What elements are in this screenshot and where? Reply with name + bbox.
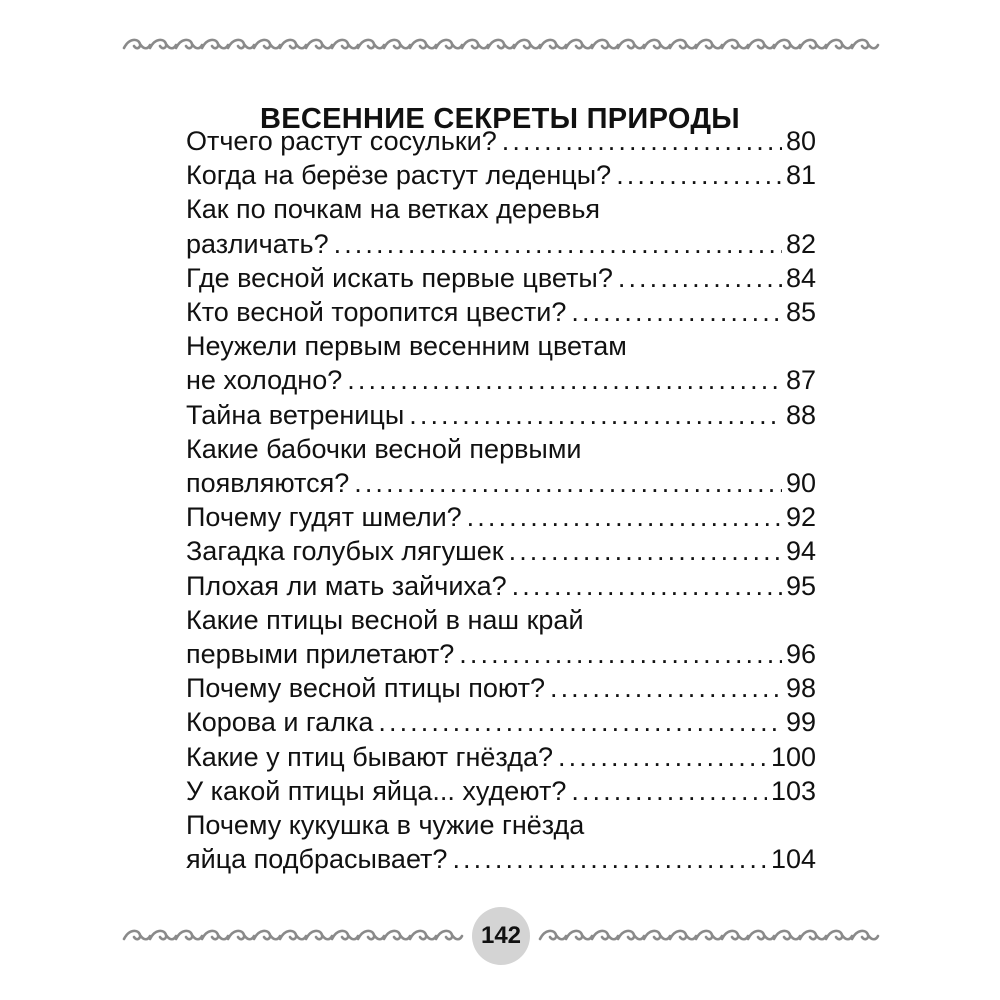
wave-curl bbox=[410, 931, 436, 939]
wave-curl bbox=[228, 931, 254, 939]
toc-page-number: 84 bbox=[785, 262, 816, 293]
dot-leader bbox=[452, 842, 766, 876]
dot-leader bbox=[509, 534, 782, 568]
dot-leader bbox=[334, 227, 782, 261]
toc-entry-line bbox=[186, 363, 816, 397]
dot-leader bbox=[354, 466, 782, 500]
wave-curl bbox=[826, 40, 852, 48]
page-number: 142 bbox=[480, 922, 522, 949]
toc-entry[interactable] bbox=[186, 740, 816, 774]
toc-entry[interactable] bbox=[186, 774, 816, 808]
toc-entry-title-line: Неужели первым весенним цветам bbox=[186, 331, 627, 362]
wave-curl bbox=[436, 931, 462, 939]
toc-page-number: 94 bbox=[785, 536, 816, 567]
toc-entry-title: Где весной искать первые цветы? bbox=[186, 262, 613, 293]
dot-leader bbox=[550, 671, 782, 705]
toc-entry-line bbox=[186, 158, 816, 192]
toc-entry[interactable] bbox=[186, 534, 816, 568]
table-of-contents bbox=[186, 124, 816, 876]
toc-entry-title: Какие у птиц бывают гнёзда? bbox=[186, 741, 553, 772]
toc-entry-line bbox=[186, 671, 816, 705]
toc-entry-line bbox=[186, 569, 816, 603]
toc-entry-title: появляются? bbox=[186, 468, 350, 499]
wave-curl bbox=[358, 40, 384, 48]
wave-curl bbox=[124, 40, 150, 48]
dot-leader bbox=[467, 500, 782, 534]
dot-leader bbox=[618, 261, 782, 295]
toc-entry-title: Кто весной торопится цвести? bbox=[186, 297, 567, 328]
toc-entry-line bbox=[186, 774, 816, 808]
wave-curl bbox=[696, 40, 722, 48]
wave-curl bbox=[332, 40, 358, 48]
toc-page-number: 92 bbox=[785, 502, 816, 533]
wave-curl bbox=[488, 40, 514, 48]
toc-entry[interactable] bbox=[186, 671, 816, 705]
toc-entry-line bbox=[186, 500, 816, 534]
wave-curl bbox=[150, 931, 176, 939]
dot-leader bbox=[558, 740, 767, 774]
toc-entry-line bbox=[186, 261, 816, 295]
toc-entry-line bbox=[186, 637, 816, 671]
wave-curl bbox=[826, 931, 852, 939]
wave-curl bbox=[644, 931, 670, 939]
toc-page-number: 96 bbox=[785, 639, 816, 670]
toc-entry[interactable] bbox=[186, 500, 816, 534]
toc-page-number: 100 bbox=[770, 741, 816, 772]
wave-curl bbox=[150, 40, 176, 48]
wave-curl bbox=[618, 931, 644, 939]
toc-entry-title: Когда на берёзе растут леденцы? bbox=[186, 160, 612, 191]
wave-curl bbox=[332, 931, 358, 939]
dot-leader bbox=[347, 363, 782, 397]
wave-curl bbox=[748, 931, 774, 939]
toc-entry[interactable] bbox=[186, 295, 816, 329]
toc-entry[interactable] bbox=[186, 124, 816, 158]
dot-leader bbox=[409, 398, 782, 432]
toc-entry-title: Почему весной птицы поют? bbox=[186, 673, 545, 704]
toc-entry-title: Загадка голубых лягушек bbox=[186, 536, 504, 567]
wave-curl bbox=[722, 40, 748, 48]
wave-curl bbox=[254, 40, 280, 48]
wave-curl bbox=[618, 40, 644, 48]
toc-entry[interactable] bbox=[186, 158, 816, 192]
wave-curl bbox=[670, 40, 696, 48]
wave-curl bbox=[774, 931, 800, 939]
wave-curl bbox=[280, 40, 306, 48]
toc-entry-title-line: Как по почкам на ветках деревья bbox=[186, 194, 601, 225]
toc-entry[interactable] bbox=[186, 398, 816, 432]
toc-entry-title: Отчего растут сосульки? bbox=[186, 126, 497, 156]
wave-curl bbox=[306, 40, 332, 48]
toc-entry-title: различать? bbox=[186, 228, 329, 259]
toc-entry[interactable] bbox=[186, 261, 816, 295]
toc-entry-line bbox=[186, 124, 816, 158]
toc-page-number: 82 bbox=[785, 228, 816, 259]
dot-leader bbox=[378, 705, 782, 739]
wave-curl bbox=[540, 40, 566, 48]
wave-curl bbox=[462, 40, 488, 48]
wave-curl bbox=[358, 931, 384, 939]
toc-page-number: 99 bbox=[785, 707, 816, 738]
page-number-badge bbox=[472, 907, 530, 965]
toc-entry[interactable] bbox=[186, 432, 816, 500]
toc-entry-line bbox=[186, 842, 816, 876]
dot-leader bbox=[571, 295, 782, 329]
wave-curl bbox=[202, 40, 228, 48]
toc-page-number: 104 bbox=[770, 844, 816, 875]
toc-entry-title: У какой птицы яйца... худеют? bbox=[186, 775, 567, 806]
toc-entry[interactable] bbox=[186, 705, 816, 739]
wave-ornament-icon bbox=[120, 33, 880, 57]
toc-entry-title-line: Какие птицы весной в наш край bbox=[186, 604, 584, 635]
wave-curl bbox=[410, 40, 436, 48]
wave-curl bbox=[670, 931, 696, 939]
toc-page-number: 85 bbox=[785, 297, 816, 328]
wave-curl bbox=[852, 40, 878, 48]
toc-entry[interactable] bbox=[186, 808, 816, 876]
wave-curl bbox=[592, 40, 618, 48]
toc-entry-title: Тайна ветреницы bbox=[186, 399, 405, 430]
toc-page-number: 81 bbox=[785, 160, 816, 191]
wave-curl bbox=[202, 931, 228, 939]
dot-leader bbox=[459, 637, 782, 671]
wave-curl bbox=[566, 40, 592, 48]
wave-curl bbox=[722, 931, 748, 939]
section-title: ВЕСЕННИЕ СЕКРЕТЫ ПРИРОДЫ bbox=[260, 103, 740, 136]
toc-entry-line bbox=[186, 227, 816, 261]
dot-leader bbox=[616, 158, 782, 192]
wave-curl bbox=[696, 931, 722, 939]
toc-entry-line bbox=[186, 534, 816, 568]
toc-entry-title: Плохая ли мать зайчиха? bbox=[186, 570, 507, 601]
wave-curl bbox=[852, 931, 878, 939]
toc-page-number: 88 bbox=[785, 399, 816, 430]
wave-curl bbox=[540, 931, 566, 939]
wave-curl bbox=[176, 40, 202, 48]
toc-entry-line bbox=[186, 295, 816, 329]
toc-entry[interactable] bbox=[186, 329, 816, 397]
dot-leader bbox=[512, 569, 782, 603]
toc-entry-title: не холодно? bbox=[186, 365, 343, 396]
toc-page-number: 90 bbox=[785, 468, 816, 499]
toc-entry[interactable] bbox=[186, 603, 816, 671]
wave-curl bbox=[254, 931, 280, 939]
dot-leader bbox=[571, 774, 767, 808]
wave-curl bbox=[644, 40, 670, 48]
wave-curl bbox=[774, 40, 800, 48]
toc-page-number: 87 bbox=[785, 365, 816, 396]
toc-entry-title-line: Почему кукушка в чужие гнёзда bbox=[186, 810, 585, 841]
toc-entry-line bbox=[186, 705, 816, 739]
wave-curl bbox=[384, 931, 410, 939]
wave-curl bbox=[124, 931, 150, 939]
wave-curl bbox=[566, 931, 592, 939]
wave-curl bbox=[228, 40, 254, 48]
wave-curl bbox=[436, 40, 462, 48]
toc-entry-line bbox=[186, 398, 816, 432]
toc-entry-title: Корова и галка bbox=[186, 707, 374, 738]
top-ornament-border bbox=[120, 33, 880, 57]
toc-page-number: 95 bbox=[785, 570, 816, 601]
wave-curl bbox=[176, 931, 202, 939]
wave-curl bbox=[800, 40, 826, 48]
toc-entry-title-line: Какие бабочки весной первыми bbox=[186, 433, 582, 464]
toc-page-number: 98 bbox=[785, 673, 816, 704]
toc-entry-title: Почему гудят шмели? bbox=[186, 502, 462, 533]
wave-curl bbox=[280, 931, 306, 939]
toc-page-number: 80 bbox=[785, 126, 816, 156]
dot-leader bbox=[502, 124, 782, 158]
wave-curl bbox=[748, 40, 774, 48]
toc-entry-title: первыми прилетают? bbox=[186, 639, 455, 670]
toc-entry[interactable] bbox=[186, 192, 816, 260]
toc-entry-line bbox=[186, 740, 816, 774]
wave-curl bbox=[384, 40, 410, 48]
toc-entry-title: яйца подбрасывает? bbox=[186, 844, 448, 875]
toc-entry[interactable] bbox=[186, 569, 816, 603]
wave-curl bbox=[514, 40, 540, 48]
wave-curl bbox=[306, 931, 332, 939]
wave-curl bbox=[592, 931, 618, 939]
toc-entry-line bbox=[186, 466, 816, 500]
toc-page-number: 103 bbox=[770, 775, 816, 806]
wave-curl bbox=[800, 931, 826, 939]
